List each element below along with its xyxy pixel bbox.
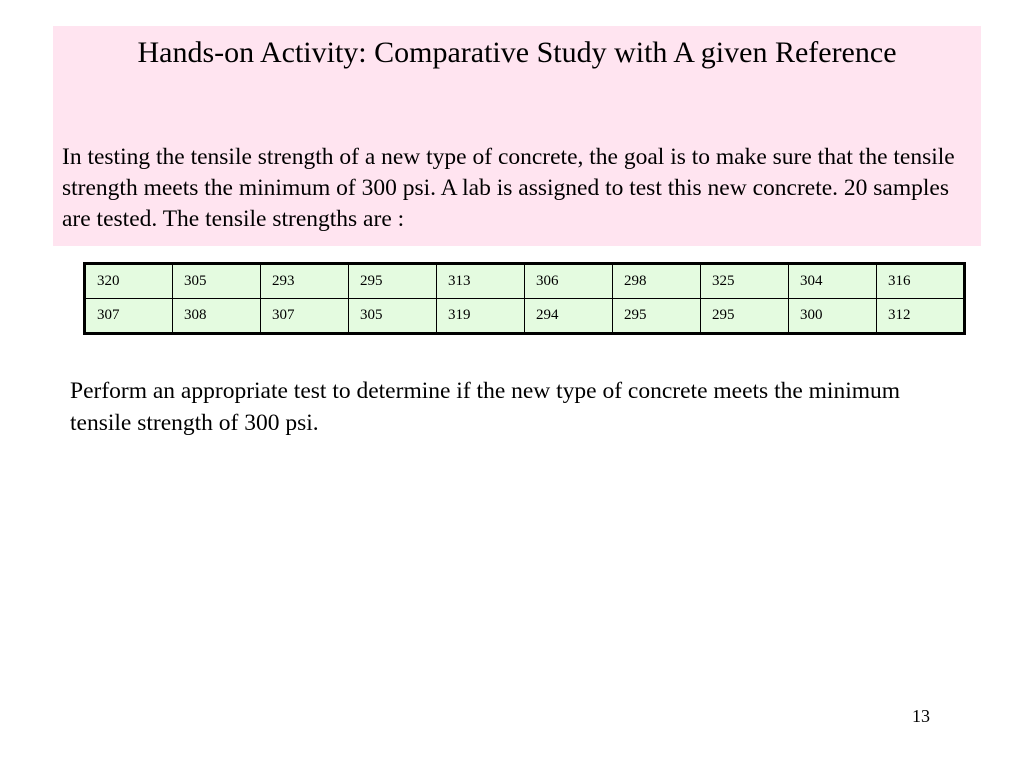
title-box [53,26,981,246]
table-cell: 313 [437,264,525,299]
table-cell: 300 [789,299,877,334]
table-row [85,264,965,299]
table-row [85,299,965,334]
table-cell: 319 [437,299,525,334]
table-cell: 293 [261,264,349,299]
table-cell: 307 [85,299,173,334]
table-cell: 316 [877,264,965,299]
table-cell: 295 [349,264,437,299]
intro-paragraph: In testing the tensile strength of a new type of concrete, the goal is to make sure that the tensile strength meets the minimum of 300 psi. A lab is assigned to test this new concrete. 20 samples are tested. The tensile strengths are : [62,144,955,232]
table-cell: 312 [877,299,965,334]
task-paragraph: Perform an appropriate test to determine if the new type of concrete meets the minimum tensile strength of 300 psi. [70,378,901,436]
table-cell: 294 [525,299,613,334]
table-cell: 308 [173,299,261,334]
table-cell: 320 [85,264,173,299]
tensile-strength-table [83,262,966,335]
table-cell: 304 [789,264,877,299]
table-cell: 305 [349,299,437,334]
table-cell: 295 [613,299,701,334]
table-cell: 307 [261,299,349,334]
table-cell: 295 [701,299,789,334]
table-cell: 305 [173,264,261,299]
table-cell: 306 [525,264,613,299]
slide-title: Hands-on Activity: Comparative Study with A given Reference [137,36,897,69]
table-cell: 325 [701,264,789,299]
page-number: 13 [912,706,930,726]
table-cell: 298 [613,264,701,299]
